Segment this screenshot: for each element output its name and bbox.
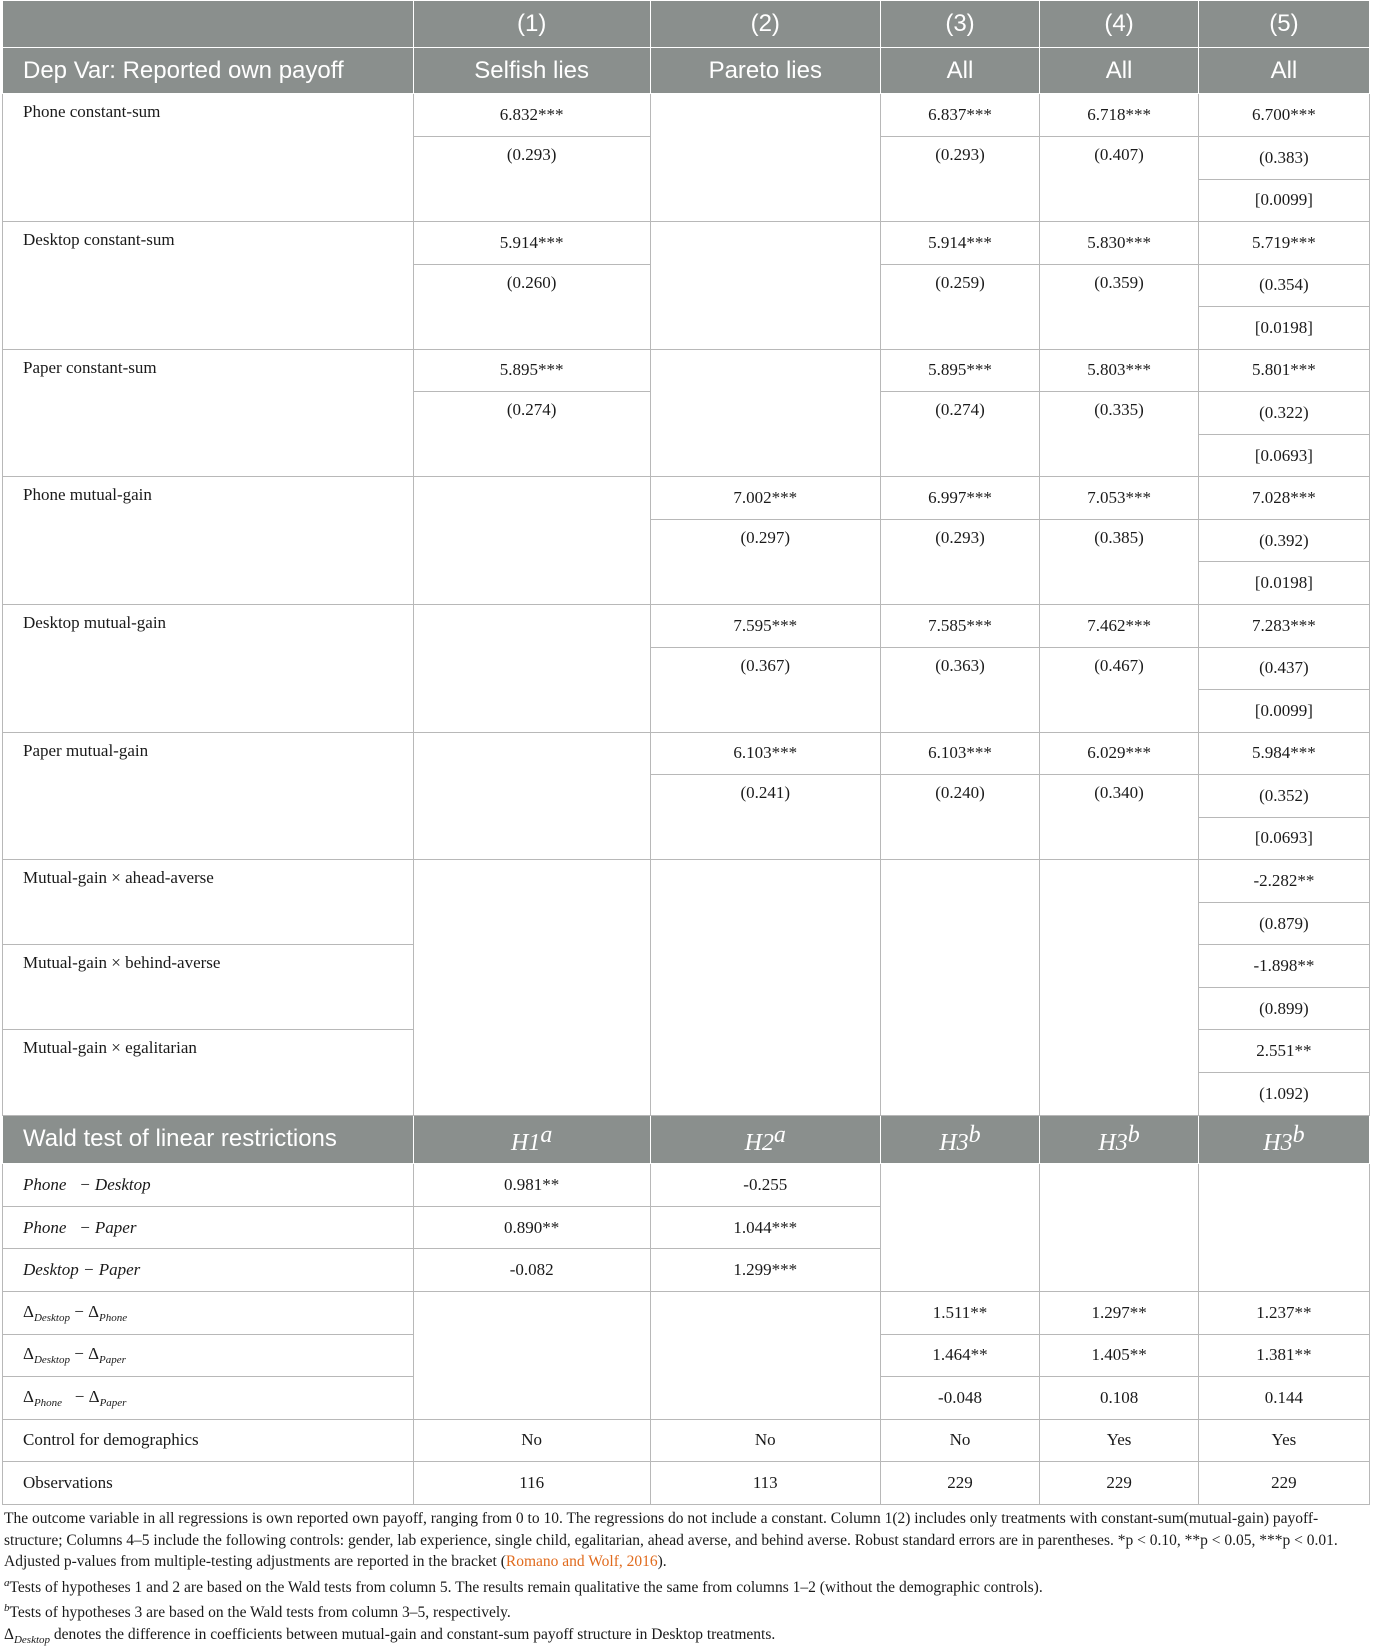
table-cell-empty bbox=[650, 1291, 880, 1419]
hyp-name: H1 bbox=[511, 1130, 540, 1156]
table-cell: (0.407) bbox=[1040, 136, 1199, 221]
hyp-name: H3 bbox=[939, 1130, 968, 1156]
table-cell: 6.997*** bbox=[880, 477, 1040, 520]
table-row bbox=[3, 732, 1370, 775]
row-label-phone-minus-desktop: Phone − Desktop bbox=[3, 1164, 414, 1207]
table-cell: [0.0198] bbox=[1198, 307, 1369, 350]
citation-link[interactable]: Romano and Wolf, 2016 bbox=[506, 1553, 658, 1570]
table-cell: No bbox=[413, 1419, 650, 1462]
table-cell: (0.260) bbox=[413, 264, 650, 349]
table-cell: -1.898** bbox=[1198, 945, 1369, 988]
col-name-2: Pareto lies bbox=[650, 47, 880, 94]
table-cell: 229 bbox=[1040, 1462, 1199, 1505]
row-label-mg-egalitarian: Mutual-gain × egalitarian bbox=[3, 1030, 414, 1115]
table-cell: 1.297** bbox=[1040, 1291, 1199, 1334]
footnote-a-text: Tests of hypotheses 1 and 2 are based on the Wald tests from column 5. The results remain qualitative the same from columns 1–2 (without the demographic controls). bbox=[10, 1579, 1043, 1596]
table-cell: 5.801*** bbox=[1198, 349, 1369, 392]
table-cell: 0.108 bbox=[1040, 1377, 1199, 1420]
col-number-1: (1) bbox=[413, 1, 650, 48]
table-cell: 1.511** bbox=[880, 1291, 1040, 1334]
regression-table bbox=[2, 0, 1370, 1505]
term-a: Phone bbox=[23, 1218, 66, 1237]
delta-sub: Paper bbox=[99, 1354, 126, 1366]
table-cell: 0.144 bbox=[1198, 1377, 1369, 1420]
col-number-4: (4) bbox=[1040, 1, 1199, 48]
table-cell: -0.048 bbox=[880, 1377, 1040, 1420]
wald-hyp-2 bbox=[650, 1115, 880, 1164]
table-notes bbox=[4, 1508, 1370, 1651]
table-cell: (0.359) bbox=[1040, 264, 1199, 349]
wald-label: Wald test of linear restrictions bbox=[3, 1115, 414, 1164]
table-cell: 1.464** bbox=[880, 1334, 1040, 1377]
table-cell: (0.467) bbox=[1040, 647, 1199, 732]
table-cell: (0.274) bbox=[880, 392, 1040, 477]
col-number-3: (3) bbox=[880, 1, 1040, 48]
table-cell: (0.383) bbox=[1198, 136, 1369, 179]
term-a: Desktop bbox=[23, 1260, 79, 1279]
table-cell: -0.255 bbox=[650, 1164, 880, 1207]
table-cell: [0.0693] bbox=[1198, 434, 1369, 477]
table-cell: (0.274) bbox=[413, 392, 650, 477]
footnote-a bbox=[4, 1573, 1370, 1599]
table-cell: 5.830*** bbox=[1040, 222, 1199, 265]
col-number-2: (2) bbox=[650, 1, 880, 48]
row-label-observations: Observations bbox=[3, 1462, 414, 1505]
table-cell: 1.237** bbox=[1198, 1291, 1369, 1334]
note-main bbox=[4, 1508, 1370, 1573]
table-cell: 229 bbox=[880, 1462, 1040, 1505]
table-cell: 7.053*** bbox=[1040, 477, 1199, 520]
table-row bbox=[3, 349, 1370, 392]
table-cell: (1.092) bbox=[1198, 1072, 1369, 1115]
table-cell: (0.354) bbox=[1198, 264, 1369, 307]
term-b: Desktop bbox=[95, 1175, 151, 1194]
table-cell-empty bbox=[880, 860, 1040, 1115]
term-b: Paper bbox=[99, 1260, 141, 1279]
wald-hyp-1 bbox=[413, 1115, 650, 1164]
hyp-sup: a bbox=[774, 1122, 786, 1148]
table-cell: 7.002*** bbox=[650, 477, 880, 520]
row-label-mg-behind-averse: Mutual-gain × behind-averse bbox=[3, 945, 414, 1030]
col-name-1: Selfish lies bbox=[413, 47, 650, 94]
table-cell-empty bbox=[650, 349, 880, 477]
table-cell-empty bbox=[650, 222, 880, 350]
row-label-phone-mutual-gain: Phone mutual-gain bbox=[3, 477, 414, 605]
hyp-sup: b bbox=[969, 1122, 981, 1148]
table-row bbox=[3, 477, 1370, 520]
footnote-delta-symbol: Δ bbox=[4, 1626, 14, 1643]
row-label-phone-constant-sum: Phone constant-sum bbox=[3, 94, 414, 222]
table-cell: 7.283*** bbox=[1198, 604, 1369, 647]
table-cell: (0.899) bbox=[1198, 987, 1369, 1030]
table-cell: 6.832*** bbox=[413, 94, 650, 137]
footnote-b bbox=[4, 1598, 1370, 1624]
hyp-name: H2 bbox=[745, 1130, 774, 1156]
col-name-5: All bbox=[1198, 47, 1369, 94]
table-cell: (0.241) bbox=[650, 775, 880, 860]
table-row bbox=[3, 1291, 1370, 1334]
table-cell-empty bbox=[650, 94, 880, 222]
footnote-delta-text: denotes the difference in coefficients between mutual-gain and constant-sum payoff structure in Desktop treatments. bbox=[50, 1626, 775, 1643]
table-cell: 6.837*** bbox=[880, 94, 1040, 137]
table-cell: (0.293) bbox=[413, 136, 650, 221]
table-cell: 1.381** bbox=[1198, 1334, 1369, 1377]
table-cell: 6.103*** bbox=[650, 732, 880, 775]
table-cell: 1.044*** bbox=[650, 1206, 880, 1249]
table-cell: Yes bbox=[1040, 1419, 1199, 1462]
term-a: Phone bbox=[23, 1175, 66, 1194]
table-cell-empty bbox=[650, 860, 880, 1115]
col-name-3: All bbox=[880, 47, 1040, 94]
delta-sub: Desktop bbox=[34, 1312, 70, 1324]
hyp-sup: a bbox=[540, 1122, 552, 1148]
table-cell: 5.914*** bbox=[880, 222, 1040, 265]
table-row bbox=[3, 94, 1370, 137]
table-cell: (0.437) bbox=[1198, 647, 1369, 690]
row-label-controls: Control for demographics bbox=[3, 1419, 414, 1462]
table-cell: 5.984*** bbox=[1198, 732, 1369, 775]
table-cell: 7.462*** bbox=[1040, 604, 1199, 647]
row-label-paper-mutual-gain: Paper mutual-gain bbox=[3, 732, 414, 860]
table-cell-empty bbox=[1198, 1164, 1369, 1292]
hyp-sup: b bbox=[1293, 1122, 1305, 1148]
hyp-name: H3 bbox=[1263, 1130, 1292, 1156]
row-label-delta-desktop-paper: $\Delta_{Desktop} - \Delta_{Paper}$ bbox=[3, 1334, 414, 1377]
footnote-a-mark: a bbox=[4, 1577, 10, 1589]
table-cell: 5.895*** bbox=[413, 349, 650, 392]
row-label-phone-minus-paper: Phone − Paper bbox=[3, 1206, 414, 1249]
wald-hyp-3 bbox=[880, 1115, 1040, 1164]
table-cell: 0.890** bbox=[413, 1206, 650, 1249]
header-row-names bbox=[3, 47, 1370, 94]
table-cell: 5.914*** bbox=[413, 222, 650, 265]
hyp-sup: b bbox=[1128, 1122, 1140, 1148]
table-cell: 1.405** bbox=[1040, 1334, 1199, 1377]
table-cell-empty bbox=[413, 860, 650, 1115]
table-cell: 0.981** bbox=[413, 1164, 650, 1207]
table-cell: (0.879) bbox=[1198, 902, 1369, 945]
table-cell: 229 bbox=[1198, 1462, 1369, 1505]
note-main-end: ). bbox=[658, 1553, 667, 1570]
table-cell: (0.392) bbox=[1198, 519, 1369, 562]
table-cell: 7.028*** bbox=[1198, 477, 1369, 520]
table-cell-empty bbox=[413, 1291, 650, 1419]
delta-sub: Desktop bbox=[34, 1354, 70, 1366]
table-cell-empty bbox=[413, 732, 650, 860]
note-main-text: The outcome variable in all regressions is own reported own payoff, ranging from 0 to 10. The regressions do not include a constant. Column 1(2) includes only treatments with constant-sum(mutual-gain) payoff-structure; Columns 4–5 include the following controls: gender, lab experience, single child, egalitarian, ahead averse, and behind averse. Robust standard errors are in parentheses. *p < 0.10, **p < 0.05, ***p < 0.01. Adjusted p-values from multiple-testing adjustments are reported in the bracket ( bbox=[4, 1510, 1338, 1570]
col-name-4: All bbox=[1040, 47, 1199, 94]
table-row bbox=[3, 860, 1370, 903]
table-cell: -2.282** bbox=[1198, 860, 1369, 903]
table-cell: No bbox=[650, 1419, 880, 1462]
table-cell-empty bbox=[413, 477, 650, 605]
row-label-delta-phone-paper: $\Delta_{Phone} - \Delta_{Paper}$ bbox=[3, 1377, 414, 1420]
table-cell: No bbox=[880, 1419, 1040, 1462]
table-row bbox=[3, 222, 1370, 265]
delta-sub: Phone bbox=[34, 1397, 62, 1409]
table-cell: 1.299*** bbox=[650, 1249, 880, 1292]
table-cell: [0.0198] bbox=[1198, 562, 1369, 605]
table-cell: 7.585*** bbox=[880, 604, 1040, 647]
header-row-numbers bbox=[3, 1, 1370, 48]
table-cell: (0.322) bbox=[1198, 392, 1369, 435]
table-cell: 2.551** bbox=[1198, 1030, 1369, 1073]
table-cell: 5.895*** bbox=[880, 349, 1040, 392]
table-cell: [0.0693] bbox=[1198, 817, 1369, 860]
table-cell: (0.335) bbox=[1040, 392, 1199, 477]
table-cell-empty bbox=[880, 1164, 1040, 1292]
table-cell: (0.293) bbox=[880, 136, 1040, 221]
row-label-paper-constant-sum: Paper constant-sum bbox=[3, 349, 414, 477]
table-cell: Yes bbox=[1198, 1419, 1369, 1462]
wald-hyp-4 bbox=[1040, 1115, 1199, 1164]
table-cell-empty bbox=[1040, 860, 1199, 1115]
table-cell: (0.352) bbox=[1198, 775, 1369, 818]
table-cell: 6.029*** bbox=[1040, 732, 1199, 775]
footnote-b-mark: b bbox=[4, 1602, 10, 1614]
wald-hyp-5 bbox=[1198, 1115, 1369, 1164]
table-cell: (0.293) bbox=[880, 519, 1040, 604]
row-label-desktop-constant-sum: Desktop constant-sum bbox=[3, 222, 414, 350]
dep-var-label: Dep Var: Reported own payoff bbox=[3, 47, 414, 94]
hyp-name: H3 bbox=[1098, 1130, 1127, 1156]
row-label-desktop-mutual-gain: Desktop mutual-gain bbox=[3, 604, 414, 732]
table-cell: [0.0099] bbox=[1198, 179, 1369, 222]
table-cell-empty bbox=[1040, 1164, 1199, 1292]
table-cell: 6.718*** bbox=[1040, 94, 1199, 137]
table-cell: 5.803*** bbox=[1040, 349, 1199, 392]
table-cell: (0.297) bbox=[650, 519, 880, 604]
footnote-delta bbox=[4, 1624, 1370, 1651]
table-row bbox=[3, 1164, 1370, 1207]
table-cell: 5.719*** bbox=[1198, 222, 1369, 265]
delta-sub: Paper bbox=[100, 1397, 127, 1409]
wald-header-row bbox=[3, 1115, 1370, 1164]
row-label-mg-ahead-averse: Mutual-gain × ahead-averse bbox=[3, 860, 414, 945]
table-cell: (0.385) bbox=[1040, 519, 1199, 604]
table-cell: 7.595*** bbox=[650, 604, 880, 647]
table-cell: 116 bbox=[413, 1462, 650, 1505]
footnote-b-text: Tests of hypotheses 3 are based on the Wald tests from column 3–5, respectively. bbox=[10, 1604, 511, 1621]
table-row bbox=[3, 1462, 1370, 1505]
delta-sub: Phone bbox=[99, 1312, 127, 1324]
footnote-delta-sub: Desktop bbox=[14, 1634, 50, 1646]
header-blank bbox=[3, 1, 414, 48]
col-number-5: (5) bbox=[1198, 1, 1369, 48]
table-cell: (0.259) bbox=[880, 264, 1040, 349]
row-label-delta-desktop-phone: $\Delta_{Desktop} - \Delta_{Phone}$ bbox=[3, 1291, 414, 1334]
table-row bbox=[3, 1419, 1370, 1462]
row-label-desktop-minus-paper: Desktop − Paper bbox=[3, 1249, 414, 1292]
term-b: Paper bbox=[95, 1218, 137, 1237]
table-cell: 113 bbox=[650, 1462, 880, 1505]
table-row bbox=[3, 604, 1370, 647]
table-cell: -0.082 bbox=[413, 1249, 650, 1292]
table-cell: (0.240) bbox=[880, 775, 1040, 860]
table-cell: 6.103*** bbox=[880, 732, 1040, 775]
table-cell: [0.0099] bbox=[1198, 690, 1369, 733]
table-cell: (0.363) bbox=[880, 647, 1040, 732]
table-cell: (0.367) bbox=[650, 647, 880, 732]
table-cell-empty bbox=[413, 604, 650, 732]
table-cell: 6.700*** bbox=[1198, 94, 1369, 137]
table-cell: (0.340) bbox=[1040, 775, 1199, 860]
